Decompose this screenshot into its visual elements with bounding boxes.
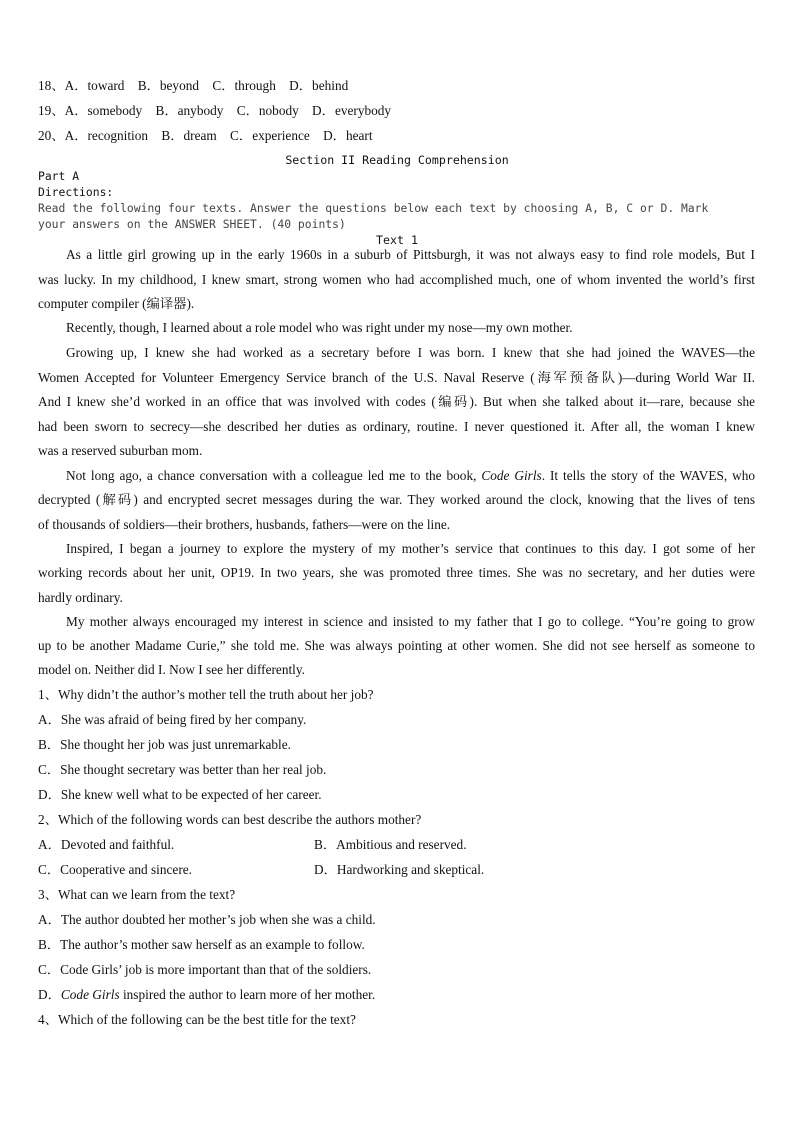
passage-line: Women Accepted for Volunteer Emergency Service branch of the U.S. Naval Reserve (海军预备队)—during World War II.	[38, 370, 755, 385]
passage-line: Growing up, I knew she had worked as a secretary before I was born. I knew that she had joined the WAVES—the	[66, 345, 755, 360]
directions-line: Read the following four texts. Answer the questions below each text by choosing A, B, C or D. Mark	[38, 201, 709, 215]
section-title: Section II Reading Comprehension	[285, 153, 509, 167]
option: B．Ambitious and reserved.	[314, 837, 467, 852]
question-stem: 2、Which of the following words can best describe the authors mother?	[38, 812, 422, 827]
option-prefix: D．	[38, 987, 61, 1002]
question-stem: 1、Why didn’t the author’s mother tell the truth about her job?	[38, 687, 374, 702]
directions-line: your answers on the ANSWER SHEET. (40 points)	[38, 217, 346, 231]
option: C．She thought secretary was better than her real job.	[38, 762, 327, 777]
option: A．She was afraid of being fired by her company.	[38, 712, 307, 727]
question-4-stem: 4、Which of the following can be the best title for the text?	[38, 1012, 356, 1027]
question-stem: 3、What can we learn from the text?	[38, 887, 236, 902]
text-title: Text 1	[376, 233, 418, 247]
part-label: Part A	[38, 169, 80, 183]
passage-line: Inspired, I began a journey to explore the mystery of my mother’s service that continues to this day. I got some of her	[66, 541, 755, 556]
passage-line: decrypted (解码) and encrypted secret messages during the war. They worked around the clock, knowing that the lives of tens	[38, 492, 755, 507]
cloze-item-19: 19、A．somebody B．anybody C．nobody D．everybody	[38, 103, 392, 118]
option-text: inspired the author to learn more of her mother.	[119, 987, 376, 1002]
option: B．The author’s mother saw herself as an example to follow.	[38, 937, 365, 952]
cloze-item-20: 20、A．recognition B．dream C．experience D．heart	[38, 128, 373, 143]
option: A．Devoted and faithful.	[38, 837, 175, 852]
passage-line: was a reserved suburban mom.	[38, 443, 203, 458]
option: B．She thought her job was just unremarkable.	[38, 737, 291, 752]
cloze-item-18: 18、A．toward B．beyond C．through D．behind	[38, 78, 349, 93]
passage-text: . It tells the story of the WAVES, who	[541, 468, 755, 483]
option: C．Cooperative and sincere.	[38, 862, 192, 877]
passage-line: Recently, though, I learned about a role model who was right under my nose—my own mother.	[66, 320, 573, 335]
passage-line: computer compiler (编译器).	[38, 296, 195, 311]
book-title: Code Girls	[481, 468, 542, 483]
passage-line: As a little girl growing up in the early 1960s in a suburb of Pittsburgh, it was not always easy to find role models, But I	[66, 247, 755, 262]
passage-line: model on. Neither did I. Now I see her differently.	[38, 662, 305, 677]
passage-text: Not long ago, a chance conversation with a colleague led me to the book,	[66, 468, 482, 483]
option: D．She knew well what to be expected of her career.	[38, 787, 322, 802]
book-title: Code Girls	[60, 987, 120, 1002]
passage-line: of thousands of soldiers—their brothers, husbands, fathers—were on the line.	[38, 517, 451, 532]
option: D．Hardworking and skeptical.	[314, 862, 485, 877]
passage-line: hardly ordinary.	[38, 590, 123, 605]
passage-line: working records about her unit, OP19. In two years, she was promoted three times. She was no secretary, and her duties were	[38, 565, 755, 580]
option	[38, 987, 375, 1003]
passage-line: My mother always encouraged my interest in science and insisted to my father that I go to college. “You’re going to grow	[66, 614, 755, 629]
passage-line: had been sworn to secrecy—she described her duties as ordinary, routine. I never questioned it. After all, the woman I knew	[38, 419, 755, 434]
passage-line: up to be another Madame Curie,” she told me. She was always pointing at other women. She did not see herself as someone to	[38, 638, 755, 653]
directions-label: Directions:	[38, 185, 114, 199]
passage-line: was lucky. In my childhood, I knew smart, strong women who had accomplished much, one of whom invented the world’s first	[38, 272, 755, 287]
option: A．The author doubted her mother’s job when she was a child.	[38, 912, 376, 927]
passage-line: And I knew she’d worked in an office that was involved with codes (编码). But when she talked about it—rare, because she	[38, 394, 755, 409]
option: C．Code Girls’ job is more important than that of the soldiers.	[38, 962, 372, 977]
passage-line	[66, 468, 755, 484]
